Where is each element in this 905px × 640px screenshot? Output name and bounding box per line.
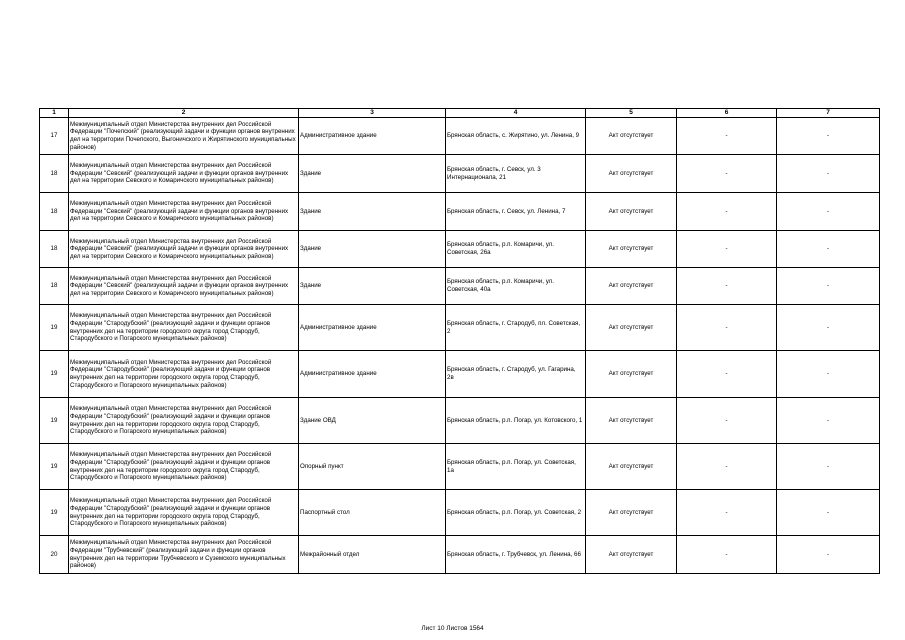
column-6-value: -	[677, 118, 777, 155]
column-7-value: -	[777, 490, 880, 536]
organization-name: Межмуниципальный отдел Министерства внутренних дел Российской Федерации "Стародубский" (реализующий задачи и функции органов внутренних дел на территории городского округа город Стародуб, Стародубского и Погарского муниципальных районов)	[69, 351, 299, 398]
row-number: 18	[40, 155, 69, 193]
header-cell: 4	[446, 109, 586, 118]
header-cell: 3	[299, 109, 446, 118]
header-cell: 5	[586, 109, 677, 118]
row-number: 18	[40, 268, 69, 305]
table-row	[40, 305, 880, 351]
row-number: 17	[40, 118, 69, 155]
act-status: Акт отсутствует	[586, 444, 677, 490]
act-status: Акт отсутствует	[586, 536, 677, 574]
table-row	[40, 398, 880, 444]
object-type: Административное здание	[299, 118, 446, 155]
address: Брянская область, г. Севск, ул. Ленина, 7	[446, 193, 586, 231]
column-6-value: -	[677, 398, 777, 444]
table-row	[40, 444, 880, 490]
column-7-value: -	[777, 398, 880, 444]
object-type: Межрайонный отдел	[299, 536, 446, 574]
act-status: Акт отсутствует	[586, 305, 677, 351]
address: Брянская область, р.п. Комаричи, ул. Советская, 26а	[446, 231, 586, 268]
organization-name: Межмуниципальный отдел Министерства внутренних дел Российской Федерации "Стародубский" (реализующий задачи и функции органов внутренних дел на территории городского округа город Стародуб, Стародубского и Погарского муниципальных районов)	[69, 305, 299, 351]
table-body	[40, 118, 880, 574]
organization-name: Межмуниципальный отдел Министерства внутренних дел Российской Федерации "Стародубский" (реализующий задачи и функции органов внутренних дел на территории городского округа город Стародуб, Стародубского и Погарского муниципальных районов)	[69, 490, 299, 536]
column-6-value: -	[677, 536, 777, 574]
object-type: Здание ОВД	[299, 398, 446, 444]
column-6-value: -	[677, 155, 777, 193]
header-cell: 2	[69, 109, 299, 118]
table-row	[40, 268, 880, 305]
object-type: Здание	[299, 268, 446, 305]
row-number: 20	[40, 536, 69, 574]
act-status: Акт отсутствует	[586, 351, 677, 398]
column-7-value: -	[777, 268, 880, 305]
table-row	[40, 231, 880, 268]
object-type: Паспортный стол	[299, 490, 446, 536]
header-cell: 6	[677, 109, 777, 118]
address: Брянская область, р.п. Комаричи, ул. Советская, 40а	[446, 268, 586, 305]
address: Брянская область, с. Жирятино, ул. Ленина, 9	[446, 118, 586, 155]
table-row	[40, 193, 880, 231]
document-table	[39, 108, 880, 574]
act-status: Акт отсутствует	[586, 155, 677, 193]
object-type: Административное здание	[299, 351, 446, 398]
act-status: Акт отсутствует	[586, 193, 677, 231]
object-type: Опорный пункт	[299, 444, 446, 490]
address: Брянская область, р.п. Погар, ул. Советская, 1а	[446, 444, 586, 490]
organization-name: Межмуниципальный отдел Министерства внутренних дел Российской Федерации "Севский" (реализующий задачи и функции органов внутренних дел на территории Севского и Комаричского муниципальных районов)	[69, 231, 299, 268]
column-6-value: -	[677, 268, 777, 305]
address: Брянская область, г. Севск, ул. 3 Интернационала, 21	[446, 155, 586, 193]
table-row	[40, 155, 880, 193]
organization-name: Межмуниципальный отдел Министерства внутренних дел Российской Федерации "Стародубский" (реализующий задачи и функции органов внутренних дел на территории городского округа город Стародуб, Стародубского и Погарского муниципальных районов)	[69, 444, 299, 490]
header-row	[40, 109, 880, 118]
column-7-value: -	[777, 305, 880, 351]
header-cell: 1	[40, 109, 69, 118]
column-7-value: -	[777, 444, 880, 490]
column-7-value: -	[777, 536, 880, 574]
address: Брянская область, р.п. Погар, ул. Советская, 2	[446, 490, 586, 536]
column-6-value: -	[677, 193, 777, 231]
row-number: 19	[40, 444, 69, 490]
organization-name: Межмуниципальный отдел Министерства внутренних дел Российской Федерации "Севский" (реализующий задачи и функции органов внутренних дел на территории Севского и Комаричского муниципальных районов)	[69, 155, 299, 193]
row-number: 19	[40, 398, 69, 444]
row-number: 19	[40, 351, 69, 398]
act-status: Акт отсутствует	[586, 231, 677, 268]
organization-name: Межмуниципальный отдел Министерства внутренних дел Российской Федерации "Севский" (реализующий задачи и функции органов внутренних дел на территории Севского и Комаричского муниципальных районов)	[69, 193, 299, 231]
address: Брянская область, г. Стародуб, пл. Советская, 2	[446, 305, 586, 351]
row-number: 19	[40, 490, 69, 536]
organization-name: Межмуниципальный отдел Министерства внутренних дел Российской Федерации "Севский" (реализующий задачи и функции органов внутренних дел на территории Севского и Комаричского муниципальных районов)	[69, 268, 299, 305]
page-footer: Лист 10 Листов 1564	[421, 625, 484, 632]
column-7-value: -	[777, 155, 880, 193]
column-6-value: -	[677, 305, 777, 351]
organization-name: Межмуниципальный отдел Министерства внутренних дел Российской Федерации "Стародубский" (реализующий задачи и функции органов внутренних дел на территории городского округа город Стародуб, Стародубского и Погарского муниципальных районов)	[69, 398, 299, 444]
object-type: Административное здание	[299, 305, 446, 351]
address: Брянская область, р.п. Погар, ул. Котовского, 1	[446, 398, 586, 444]
table-row	[40, 490, 880, 536]
address: Брянская область, г. Трубчевск, ул. Ленина, 66	[446, 536, 586, 574]
table-row	[40, 118, 880, 155]
act-status: Акт отсутствует	[586, 398, 677, 444]
row-number: 18	[40, 231, 69, 268]
organization-name: Межмуниципальный отдел Министерства внутренних дел Российской Федерации "Почепский" (реализующий задачи и функции органов внутренних дел на территории Почепского, Выгоничского и Жирятинского муниципальных районов)	[69, 118, 299, 155]
row-number: 18	[40, 193, 69, 231]
column-6-value: -	[677, 231, 777, 268]
column-7-value: -	[777, 231, 880, 268]
column-6-value: -	[677, 351, 777, 398]
column-6-value: -	[677, 444, 777, 490]
act-status: Акт отсутствует	[586, 490, 677, 536]
table-row	[40, 536, 880, 574]
column-6-value: -	[677, 490, 777, 536]
row-number: 19	[40, 305, 69, 351]
column-7-value: -	[777, 118, 880, 155]
act-status: Акт отсутствует	[586, 118, 677, 155]
act-status: Акт отсутствует	[586, 268, 677, 305]
object-type: Здание	[299, 155, 446, 193]
address: Брянская область, г. Стародуб, ул. Гагарина, 2в	[446, 351, 586, 398]
object-type: Здание	[299, 231, 446, 268]
organization-name: Межмуниципальный отдел Министерства внутренних дел Российской Федерации "Трубчевский" (реализующий задачи и функции органов внутренних дел на территории Трубчевского и Суземского муниципальных районов)	[69, 536, 299, 574]
header-cell: 7	[777, 109, 880, 118]
column-7-value: -	[777, 193, 880, 231]
table-row	[40, 351, 880, 398]
object-type: Здание	[299, 193, 446, 231]
column-7-value: -	[777, 351, 880, 398]
